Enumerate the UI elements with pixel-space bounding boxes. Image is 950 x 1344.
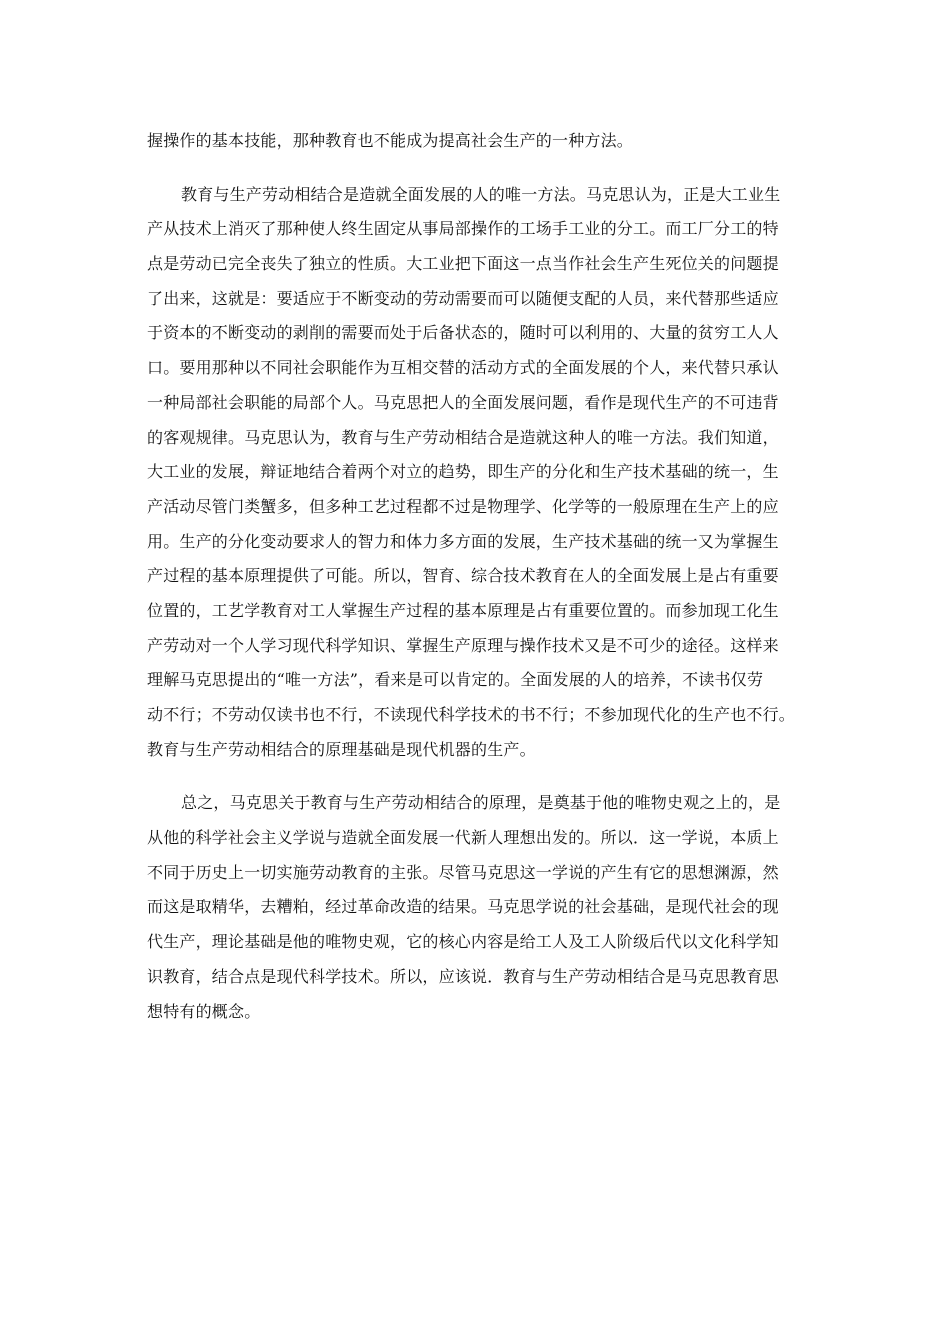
paragraph-line: 而这是取精华，去糟粕，经过革命改造的结果。马克思学说的社会基础，是现代社会的现 <box>147 897 779 917</box>
paragraph-2 <box>147 178 807 768</box>
paragraph-line: 点是劳动已完全丧失了独立的性质。大工业把下面这一点当作社会生产生死位关的问题提 <box>147 254 779 274</box>
paragraph-line: 教育与生产劳动相结合是造就全面发展的人的唯一方法。马克思认为，正是大工业生 <box>181 184 781 204</box>
paragraph-line: 不同于历史上一切实施劳动教育的主张。尽管马克思这一学说的产生有它的思想渊源，然 <box>147 862 779 882</box>
paragraph-line: 了出来，这就是：要适应于不断变动的劳动需要而可以随便支配的人员，来代替那些适应 <box>147 288 779 308</box>
paragraph-gap <box>147 159 807 178</box>
paragraph-line: 识教育，结合点是现代科学技术。所以，应该说．教育与生产劳动相结合是马克思教育思 <box>147 966 779 986</box>
paragraph-line: 位置的，工艺学教育对工人掌握生产过程的基本原理是占有重要位置的。而参加现工化生 <box>147 600 779 620</box>
paragraph-line: 于资本的不断变动的剥削的需要而处于后备状态的，随时可以利用的、大量的贫穷工人人 <box>147 323 779 343</box>
paragraph-line: 产从技术上消灭了那种使人终生固定从事局部操作的工场手工业的分工。而工厂分工的特 <box>147 219 779 239</box>
paragraph-line: 用。生产的分化变动要求人的智力和体力多方面的发展，生产技术基础的统一又为掌握生 <box>147 531 779 551</box>
paragraph-line: 教育与生产劳动相结合的原理基础是现代机器的生产。 <box>147 739 536 759</box>
document-body <box>147 124 807 1029</box>
paragraph-line: 握操作的基本技能，那种教育也不能成为提高社会生产的一种方法。 <box>147 131 634 150</box>
paragraph-line: 动不行；不劳动仅读书也不行，不读现代科学技术的书不行；不参加现代化的生产也不行。 <box>147 705 796 724</box>
paragraph-line: 产过程的基本原理提供了可能。所以，智育、综合技术教育在人的全面发展上是占有重要 <box>147 566 779 586</box>
paragraph-line: 产劳动对一个人学习现代科学知识、掌握生产原理与操作技术又是不可少的途径。这样来 <box>147 635 779 655</box>
paragraph-line: 的客观规律。马克思认为，教育与生产劳动相结合是造就这种人的唯一方法。我们知道， <box>147 427 779 447</box>
paragraph-3 <box>147 786 807 1029</box>
paragraph-line: 总之，马克思关于教育与生产劳动相结合的原理，是奠基于他的唯物史观之上的，是 <box>181 793 781 813</box>
paragraph-line: 想特有的概念。 <box>147 1001 261 1021</box>
paragraph-1 <box>147 124 807 159</box>
paragraph-gap <box>147 767 807 786</box>
paragraph-line: 从他的科学社会主义学说与造就全面发展一代新人理想出发的。所以．这一学说，本质上 <box>147 828 779 848</box>
paragraph-line: 理解马克思提出的“唯一方法”，看来是可以肯定的。全面发展的人的培养，不读书仅劳 <box>147 670 764 690</box>
paragraph-line: 口。要用那种以不同社会职能作为互相交替的活动方式的全面发展的个人，来代替只承认 <box>147 358 779 378</box>
paragraph-line: 产活动尽管门类蟹多，但多种工艺过程都不过是物理学、化学等的一般原理在生产上的应 <box>147 496 779 516</box>
paragraph-line: 大工业的发展，辩证地结合着两个对立的趋势，即生产的分化和生产技术基础的统一，生 <box>147 462 779 482</box>
paragraph-line: 代生产，理论基础是他的唯物史观，它的核心内容是给工人及工人阶级后代以文化科学知 <box>147 932 779 952</box>
paragraph-line: 一种局部社会职能的局部个人。马克思把人的全面发展问题，看作是现代生产的不可违背 <box>147 392 779 412</box>
